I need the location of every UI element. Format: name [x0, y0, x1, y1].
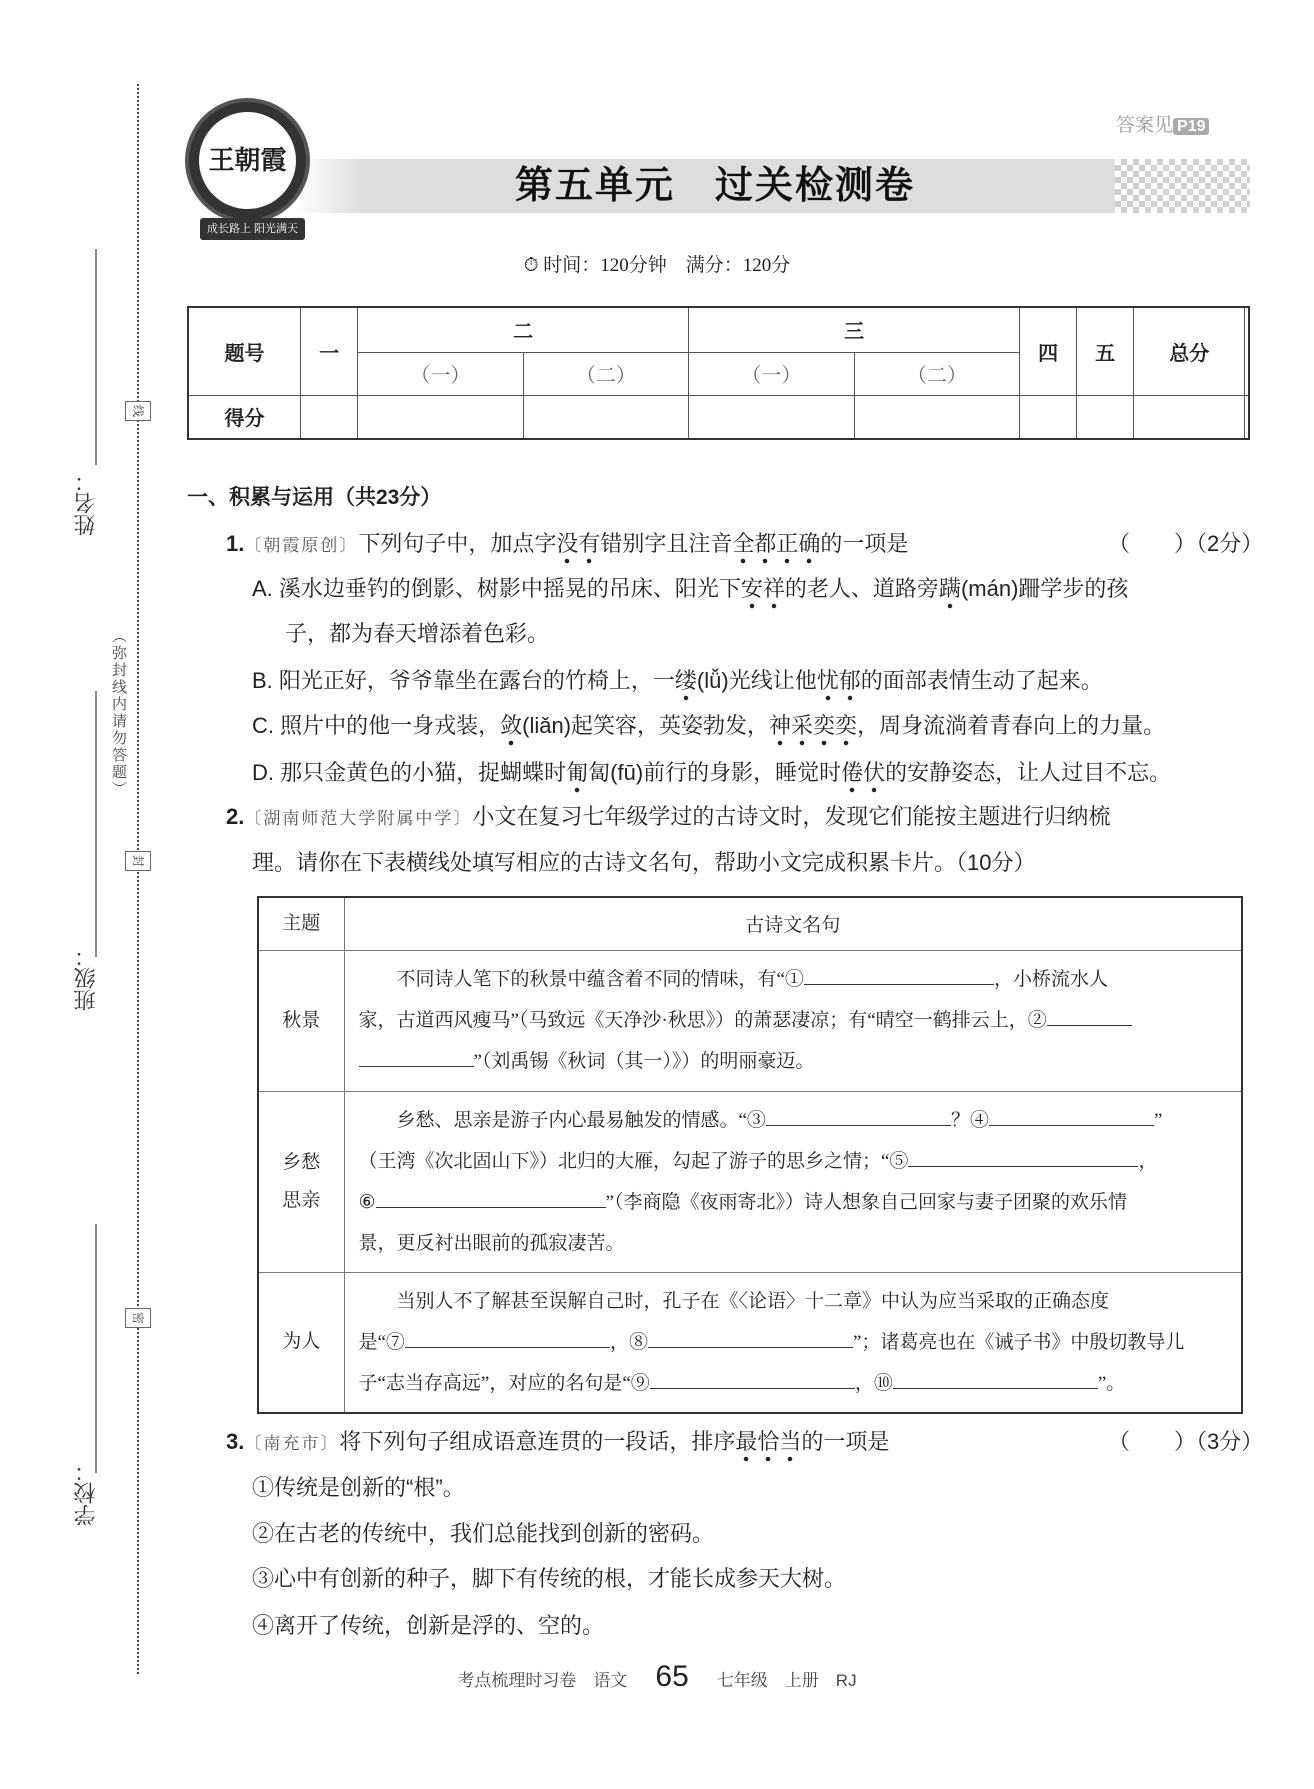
q1-answer-blank[interactable]: （ ）（2分） — [1108, 531, 1264, 556]
q-source: 〔湖南师范大学附属中学〕 — [244, 809, 473, 828]
text: ，⑩ — [854, 1372, 893, 1394]
theme-conduct: 为人 — [258, 1272, 344, 1413]
answer-blank-4[interactable] — [989, 1106, 1154, 1126]
text: 是“⑦ — [358, 1331, 405, 1353]
text: B. 阳光正好，爷爷靠坐在露台的竹椅上，一 — [252, 668, 675, 693]
answer-blank-3[interactable] — [766, 1106, 951, 1126]
text: ”（李商隐《夜雨寄北》）诗人想象自己回家与妻子团聚的欢乐情 — [605, 1191, 1127, 1213]
text: 的面部表情生动了起来。 — [860, 668, 1103, 693]
q3-stem — [226, 1428, 889, 1458]
q2-stem-cont: 理。请你在下表横线处填写相应的古诗文名句，帮助小文完成积累卡片。（10分） — [252, 850, 1036, 875]
score-cell[interactable] — [1020, 395, 1077, 439]
text: 将下列句子组成语意连贯的一段话，排序 — [339, 1429, 736, 1454]
class-label: 班级： — [73, 945, 98, 1011]
answer-blank-9[interactable] — [650, 1369, 855, 1389]
q1-stem — [226, 530, 908, 560]
score-row-label: 题号 — [188, 307, 301, 395]
name-field[interactable] — [95, 249, 97, 465]
answer-blank-2[interactable] — [1047, 1006, 1132, 1026]
q3-item: ③心中有创新的种子，脚下有传统的根，才能长成参天大树。 — [252, 1566, 847, 1591]
text: 景，更反衬出眼前的孤寂凄苦。 — [358, 1232, 625, 1254]
score-cell[interactable] — [523, 395, 689, 439]
seal-mark-xian: 线 — [125, 401, 151, 421]
score-cell[interactable] — [1134, 395, 1245, 439]
answer-blank-7[interactable] — [405, 1328, 610, 1348]
text: ，⑧ — [609, 1331, 648, 1353]
theme-autumn: 秋景 — [258, 950, 344, 1091]
row-homesick — [344, 1091, 1242, 1272]
score-col-3: 三 — [689, 307, 1020, 352]
seal-warning: （弥封线内请勿答题） — [110, 628, 127, 798]
score-cell[interactable] — [1077, 395, 1134, 439]
answer-blank-10[interactable] — [893, 1369, 1098, 1389]
school-field[interactable] — [95, 1224, 97, 1473]
page-title: 第五单元 过关检测卷 — [514, 165, 915, 207]
emphasized-text: 全都正确 — [732, 531, 820, 564]
q3-answer-blank[interactable]: （ ）（3分） — [1108, 1429, 1264, 1454]
row-conduct — [344, 1272, 1242, 1413]
score-table — [187, 306, 1250, 440]
text: (liǎn)起笑容，英姿勃发， — [522, 713, 770, 738]
score-col-1: 一 — [301, 307, 358, 395]
text: ？④ — [950, 1109, 989, 1131]
score-subcol: （二） — [523, 352, 689, 395]
name-label: 姓名： — [73, 470, 98, 536]
score-cell[interactable] — [1245, 395, 1249, 439]
text: A. 溪水边垂钓的倒影、树影中摇晃的吊床、阳光下 — [252, 576, 741, 601]
q1-option-a — [252, 575, 1128, 603]
score-col-5: 五 — [1077, 307, 1134, 395]
text: ⑥ — [358, 1191, 376, 1213]
score-subcol: （二） — [854, 352, 1020, 395]
q1-option-c — [252, 712, 1165, 740]
text: 乡愁、思亲是游子内心最易触发的情感。“③ — [396, 1109, 766, 1131]
col-quotes: 古诗文名句 — [344, 897, 1242, 950]
brand-logo — [185, 98, 310, 223]
answer-reference — [1116, 110, 1209, 137]
score-subcol: （一） — [689, 352, 855, 395]
theme-homesick — [258, 1091, 344, 1272]
text: C. 照片中的他一身戎装， — [252, 713, 501, 738]
section-heading: 一、积累与运用（共23分） — [187, 486, 442, 509]
row-autumn — [344, 950, 1242, 1091]
text: ” — [1153, 1109, 1163, 1131]
emphasized-text: 倦伏 — [841, 760, 885, 793]
text: D. 那只金黄色的小猫，捉蝴蝶时 — [252, 760, 567, 785]
text: （王湾《次北固山下》）北归的大雁，勾起了游子的思乡之情；“⑤ — [358, 1150, 909, 1172]
text: ，周身流淌着青春向上的力量。 — [857, 713, 1166, 738]
emphasized-text: 没有 — [556, 531, 600, 564]
text: ， — [1138, 1150, 1158, 1172]
answer-blank-5[interactable] — [908, 1147, 1138, 1167]
text: 下列句子中，加点字 — [358, 531, 557, 556]
text: (lǚ)光线让他 — [696, 668, 817, 693]
emphasized-text: 敛 — [500, 713, 522, 746]
text: 的安静姿态，让人过目不忘。 — [885, 760, 1172, 785]
answer-blank-6[interactable] — [376, 1188, 606, 1208]
text: 不同诗人笔下的秋景中蕴含着不同的情味，有“① — [396, 969, 804, 990]
text: 子“志当存高远”，对应的名句是“⑨ — [358, 1372, 650, 1394]
q3-item: ④离开了传统，创新是浮的、空的。 — [252, 1613, 605, 1638]
score-col-4: 四 — [1020, 307, 1077, 395]
col-theme: 主题 — [258, 897, 344, 950]
q-source: 〔朝霞原创〕 — [244, 536, 359, 555]
emphasized-text: 神采奕奕 — [769, 713, 857, 746]
text: 乡愁思亲 — [282, 1151, 321, 1211]
answer-blank-1[interactable] — [804, 965, 994, 985]
emphasized-text: 缕 — [675, 668, 697, 701]
poem-table — [257, 896, 1243, 1414]
q1-option-b — [252, 667, 1103, 695]
text: ”（刘禹锡《秋词（其一）》）的明丽豪迈。 — [473, 1051, 815, 1072]
text: ”；诸葛亮也在《诫子书》中殷切教导儿 — [852, 1331, 1185, 1353]
text: 小文在复习七年级学过的古诗文时，发现它们能按主题进行归纳梳 — [472, 804, 1111, 829]
score-col-total: 总分 — [1134, 307, 1245, 395]
q-number: 2. — [226, 804, 245, 829]
q2-stem — [226, 803, 1110, 833]
answer-blank-2-cont[interactable] — [359, 1047, 474, 1067]
seal-mark-feng: 封 — [125, 851, 151, 871]
page-footer — [0, 1660, 1314, 1694]
logo-text: 王朝霞 — [199, 112, 296, 209]
score-cell[interactable] — [358, 395, 524, 439]
q-number: 1. — [226, 531, 245, 556]
emphasized-text: 安祥 — [741, 576, 785, 609]
footer-book: 考点梳理时习卷 语文 — [457, 1671, 628, 1690]
page-number: 65 — [655, 1660, 689, 1693]
seal-dotted-line — [137, 84, 139, 1674]
clock-icon: ⏱ — [523, 255, 539, 276]
q-source: 〔南充市〕 — [244, 1434, 340, 1453]
checker-decoration — [1115, 159, 1250, 213]
emphasized-text: 忧郁 — [817, 668, 861, 701]
emphasized-text: 蹒 — [939, 576, 961, 609]
text: (mán)跚学步的孩 — [960, 576, 1129, 601]
text: 的一项是 — [801, 1429, 890, 1454]
answer-blank-8[interactable] — [648, 1328, 853, 1348]
footer-grade: 七年级 上册 RJ — [716, 1671, 857, 1690]
text: 的老人、道路旁 — [784, 576, 939, 601]
text: 家，古道西风瘦马”（马致远《天净沙·秋思》）的萧瑟凄凉；有“晴空一鹤排云上，② — [358, 1010, 1047, 1031]
q1-option-a-cont: 子，都为春天增添着色彩。 — [285, 621, 550, 646]
answer-ref-label: 答案见 — [1116, 115, 1174, 136]
score-cell[interactable] — [301, 395, 358, 439]
logo-ribbon: 成长路上 阳光满天 — [200, 218, 305, 240]
emphasized-text: 匍 — [566, 760, 588, 793]
q-number: 3. — [226, 1429, 245, 1454]
q1-option-d — [252, 759, 1171, 787]
emphasized-text: 最恰当 — [735, 1429, 801, 1462]
text: 错别字且注音 — [600, 531, 733, 556]
text: 匐(fū)前行的身影，睡觉时 — [588, 760, 842, 785]
text: 的一项是 — [820, 531, 909, 556]
school-label: 学校： — [73, 1460, 98, 1526]
seal-mark-mi: 密 — [125, 1308, 151, 1328]
score-cell[interactable] — [854, 395, 1020, 439]
time-text: 时间：120分钟 满分：120分 — [543, 255, 791, 276]
class-field[interactable] — [95, 691, 97, 957]
score-col-2: 二 — [358, 307, 689, 352]
q3-item: ②在古老的传统中，我们总能找到创新的密码。 — [252, 1521, 715, 1546]
text: 当别人不了解甚至误解自己时，孔子在《〈论语〉十二章》中认为应当采取的正确态度 — [396, 1290, 1110, 1312]
text: ”。 — [1097, 1372, 1126, 1394]
answer-page: P19 — [1173, 118, 1209, 135]
score-label: 得分 — [188, 395, 301, 439]
q3-item: ①传统是创新的“根”。 — [252, 1475, 465, 1500]
exam-time — [0, 250, 1314, 277]
score-subcol: （一） — [358, 352, 524, 395]
score-cell[interactable] — [689, 395, 855, 439]
text: ，小桥流水人 — [993, 969, 1108, 990]
